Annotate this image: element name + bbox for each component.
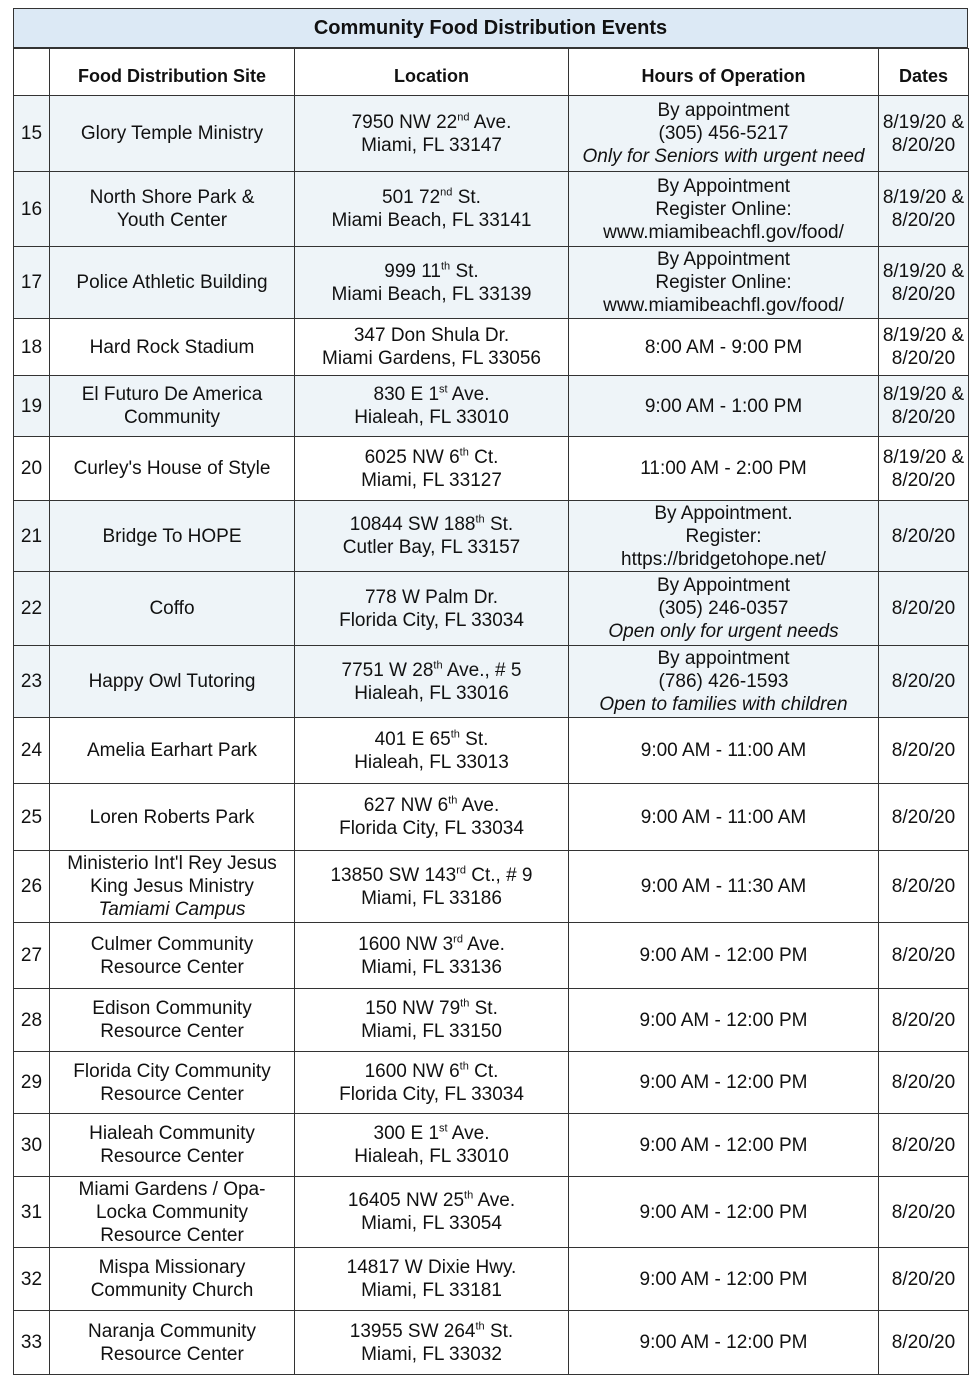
address-ordinal: nd xyxy=(440,186,453,199)
address-city: Florida City, FL 33034 xyxy=(339,1083,524,1105)
row-number: 27 xyxy=(14,923,50,989)
date-line: 8/20/20 xyxy=(891,210,956,231)
site-name xyxy=(50,784,295,851)
site-name-line: Mispa Missionary xyxy=(98,1257,246,1278)
table-row xyxy=(14,851,969,923)
table-row xyxy=(14,319,969,376)
dates xyxy=(879,718,969,784)
address-street: 347 Don Shula Dr. xyxy=(353,325,510,346)
address-city: Miami, FL 33147 xyxy=(361,134,502,156)
events-table xyxy=(13,48,969,1375)
date-line: 8/19/20 & xyxy=(882,260,965,282)
site-name-line: Happy Owl Tutoring xyxy=(88,671,256,692)
site-name xyxy=(50,572,295,646)
address-street: 1600 NW 3 xyxy=(358,933,454,955)
hours xyxy=(569,1311,879,1375)
site-name-line: Youth Center xyxy=(116,210,228,231)
site-name-line: North Shore Park & xyxy=(89,187,255,208)
table-row xyxy=(14,784,969,851)
address-line xyxy=(297,513,566,536)
site-name-line: Glory Temple Ministry xyxy=(80,123,264,144)
address-ordinal: th xyxy=(441,260,451,273)
location xyxy=(295,1311,569,1375)
address-line xyxy=(297,586,566,609)
location xyxy=(295,501,569,572)
table-header-row xyxy=(14,49,969,96)
site-name xyxy=(50,646,295,718)
location xyxy=(295,96,569,172)
site-name-line: Locka Community xyxy=(95,1201,249,1223)
hours xyxy=(569,646,879,718)
address-ordinal: th xyxy=(448,794,458,807)
address-suffix: St. xyxy=(484,514,514,535)
dates xyxy=(879,1248,969,1311)
hours xyxy=(569,989,879,1052)
table-row xyxy=(14,247,969,319)
row-number: 32 xyxy=(14,1248,50,1311)
date-line: 8/20/20 xyxy=(891,1268,956,1290)
address-line xyxy=(297,324,566,347)
location xyxy=(295,923,569,989)
date-line: 8/20/20 xyxy=(891,469,956,491)
dates xyxy=(879,437,969,501)
site-name-line: Bridge To HOPE xyxy=(102,525,242,547)
date-line: 8/20/20 xyxy=(891,283,956,305)
hours xyxy=(569,923,879,989)
address-line xyxy=(297,864,566,887)
row-number: 20 xyxy=(14,437,50,501)
dates xyxy=(879,319,969,376)
dates xyxy=(879,1052,969,1114)
address-ordinal: rd xyxy=(456,864,466,877)
address-line xyxy=(297,794,566,817)
location xyxy=(295,572,569,646)
address-line xyxy=(297,1320,566,1343)
hours-line: 9:00 AM - 1:00 PM xyxy=(644,395,803,417)
hours-line: 9:00 AM - 11:00 AM xyxy=(640,740,807,761)
address-ordinal: rd xyxy=(453,933,463,946)
address-line xyxy=(297,111,566,134)
dates xyxy=(879,851,969,923)
hours-line: 9:00 AM - 12:00 PM xyxy=(639,945,808,966)
dates xyxy=(879,572,969,646)
date-line: 8/19/20 & xyxy=(882,384,965,405)
site-name xyxy=(50,172,295,247)
location xyxy=(295,1248,569,1311)
table-body xyxy=(14,96,969,1375)
location xyxy=(295,784,569,851)
date-line: 8/20/20 xyxy=(891,407,956,428)
address-street: 627 NW 6 xyxy=(363,795,449,816)
site-name-line: Police Athletic Building xyxy=(76,272,268,293)
hours-line: 9:00 AM - 12:00 PM xyxy=(639,1268,808,1290)
header-number xyxy=(14,49,50,96)
location xyxy=(295,1052,569,1114)
address-line xyxy=(297,659,566,682)
address-suffix: St. xyxy=(469,998,498,1019)
table-row xyxy=(14,501,969,572)
table-row xyxy=(14,1114,969,1177)
location xyxy=(295,376,569,437)
site-name xyxy=(50,501,295,572)
date-line: 8/20/20 xyxy=(891,1134,956,1156)
date-line: 8/20/20 xyxy=(891,134,956,156)
row-number: 21 xyxy=(14,501,50,572)
site-note: Tamiami Campus xyxy=(98,899,246,920)
site-name xyxy=(50,851,295,923)
site-name-line: Resource Center xyxy=(100,1343,244,1365)
hours-line: By Appointment. xyxy=(654,502,793,524)
date-line: 8/19/20 & xyxy=(882,446,965,468)
row-number: 30 xyxy=(14,1114,50,1177)
address-city: Miami, FL 33032 xyxy=(361,1343,502,1365)
hours xyxy=(569,1052,879,1114)
dates xyxy=(879,172,969,247)
address-suffix: St. xyxy=(459,728,489,750)
dates xyxy=(879,1177,969,1248)
address-ordinal: st xyxy=(439,383,448,396)
dates xyxy=(879,376,969,437)
address-line xyxy=(297,1189,566,1212)
address-suffix: Ave. xyxy=(447,384,490,405)
address-suffix: Ave. xyxy=(473,1190,516,1211)
date-line: 8/19/20 & xyxy=(882,187,965,208)
address-suffix: Ct. xyxy=(468,1060,499,1082)
address-line xyxy=(297,383,566,406)
hours-line: By appointment xyxy=(657,100,790,121)
header-hours: Hours of Operation xyxy=(569,49,879,96)
table-row xyxy=(14,376,969,437)
hours-line: 9:00 AM - 11:30 AM xyxy=(640,876,807,897)
site-name-line: Culmer Community xyxy=(90,933,254,955)
hours-line: www.miamibeachfl.gov/food/ xyxy=(603,295,844,316)
header-dates: Dates xyxy=(879,49,969,96)
dates xyxy=(879,247,969,319)
hours-line: (305) 456-5217 xyxy=(658,123,789,144)
table-row xyxy=(14,646,969,718)
date-line: 8/20/20 xyxy=(891,348,956,369)
table-row xyxy=(14,96,969,172)
site-name xyxy=(50,319,295,376)
address-city: Miami, FL 33181 xyxy=(361,1280,502,1301)
row-number: 24 xyxy=(14,718,50,784)
row-number: 18 xyxy=(14,319,50,376)
row-number: 26 xyxy=(14,851,50,923)
address-suffix: Ave. xyxy=(469,111,512,133)
row-number: 15 xyxy=(14,96,50,172)
address-street: 7751 W 28 xyxy=(341,659,434,681)
date-line: 8/20/20 xyxy=(891,1332,956,1353)
address-ordinal: th xyxy=(475,513,485,526)
table-row xyxy=(14,989,969,1052)
address-suffix: Ct. xyxy=(468,446,499,468)
address-line xyxy=(297,446,566,469)
table-row xyxy=(14,172,969,247)
site-name xyxy=(50,1248,295,1311)
site-name xyxy=(50,989,295,1052)
date-line: 8/20/20 xyxy=(891,1201,956,1223)
address-city: Miami Gardens, FL 33056 xyxy=(322,348,541,369)
hours xyxy=(569,851,879,923)
hours xyxy=(569,1248,879,1311)
address-line xyxy=(297,933,566,956)
site-name xyxy=(50,1052,295,1114)
date-line: 8/20/20 xyxy=(891,945,956,966)
site-name xyxy=(50,1177,295,1248)
site-name-line: Naranja Community xyxy=(88,1320,256,1342)
hours-line: By appointment xyxy=(657,648,790,669)
date-line: 8/20/20 xyxy=(891,671,956,692)
hours-note: Open to families with children xyxy=(599,694,848,715)
date-line: 8/20/20 xyxy=(891,806,956,828)
address-suffix: St. xyxy=(452,187,481,208)
site-name-line: Florida City Community xyxy=(73,1060,271,1082)
header-site: Food Distribution Site xyxy=(50,49,295,96)
address-suffix: St. xyxy=(484,1320,514,1342)
dates xyxy=(879,646,969,718)
site-name xyxy=(50,1311,295,1375)
address-line xyxy=(297,728,566,751)
row-number: 22 xyxy=(14,572,50,646)
site-name xyxy=(50,923,295,989)
hours-line: 9:00 AM - 12:00 PM xyxy=(639,1332,808,1353)
hours-line: https://bridgetohope.net/ xyxy=(621,548,826,570)
hours-line: Register Online: xyxy=(655,198,792,220)
row-number: 23 xyxy=(14,646,50,718)
site-name-line: Edison Community xyxy=(92,998,252,1019)
hours-line: 9:00 AM - 11:00 AM xyxy=(640,806,807,828)
date-line: 8/19/20 & xyxy=(882,111,965,133)
table-row xyxy=(14,437,969,501)
hours xyxy=(569,1114,879,1177)
date-line: 8/20/20 xyxy=(891,1009,956,1031)
table-row xyxy=(14,1052,969,1114)
hours xyxy=(569,718,879,784)
location xyxy=(295,1114,569,1177)
address-city: Hialeah, FL 33013 xyxy=(354,751,509,773)
site-name-line: Community xyxy=(123,407,221,428)
hours xyxy=(569,376,879,437)
hours-line: 9:00 AM - 12:00 PM xyxy=(639,1201,808,1223)
address-suffix: Ave., # 5 xyxy=(442,659,522,681)
row-number: 16 xyxy=(14,172,50,247)
row-number: 25 xyxy=(14,784,50,851)
address-city: Miami Beach, FL 33139 xyxy=(331,283,532,305)
hours xyxy=(569,572,879,646)
hours xyxy=(569,247,879,319)
site-name-line: Community Church xyxy=(90,1280,254,1301)
hours-note: Open only for urgent needs xyxy=(608,621,839,642)
address-suffix: Ave. xyxy=(447,1123,490,1144)
location xyxy=(295,247,569,319)
site-name xyxy=(50,376,295,437)
address-city: Miami, FL 33127 xyxy=(361,469,502,491)
address-line xyxy=(297,1256,566,1279)
address-ordinal: st xyxy=(439,1122,448,1135)
table-row xyxy=(14,718,969,784)
address-suffix: Ave. xyxy=(462,933,505,955)
site-name xyxy=(50,437,295,501)
address-suffix: St. xyxy=(450,260,479,282)
address-street: 778 W Palm Dr. xyxy=(364,586,499,608)
address-street: 150 NW 79 xyxy=(365,998,461,1019)
hours xyxy=(569,172,879,247)
address-street: 401 E 65 xyxy=(374,728,451,750)
site-name-line: Resource Center xyxy=(100,1021,244,1042)
address-street: 10844 SW 188 xyxy=(349,514,476,535)
address-street: 6025 NW 6 xyxy=(364,446,460,468)
hours xyxy=(569,96,879,172)
address-city: Miami, FL 33136 xyxy=(361,956,502,978)
site-name-line: Resource Center xyxy=(100,1083,244,1105)
address-city: Cutler Bay, FL 33157 xyxy=(342,537,521,558)
address-street: 300 E 1 xyxy=(373,1123,440,1144)
page-title: Community Food Distribution Events xyxy=(13,8,968,48)
dates xyxy=(879,501,969,572)
location xyxy=(295,718,569,784)
site-name-line: King Jesus Ministry xyxy=(90,876,254,897)
hours-line: Register Online: xyxy=(655,272,792,293)
location xyxy=(295,851,569,923)
address-ordinal: th xyxy=(460,997,470,1010)
location xyxy=(295,172,569,247)
address-city: Miami, FL 33186 xyxy=(361,887,502,909)
site-name-line: Miami Gardens / Opa- xyxy=(78,1178,266,1200)
address-line xyxy=(297,260,566,283)
date-line: 8/20/20 xyxy=(891,525,956,547)
location xyxy=(295,989,569,1052)
header-location: Location xyxy=(295,49,569,96)
hours-line: 9:00 AM - 12:00 PM xyxy=(639,1009,808,1031)
address-ordinal: th xyxy=(459,446,469,459)
site-name-line: Ministerio Int'l Rey Jesus xyxy=(67,853,277,874)
address-city: Miami, FL 33150 xyxy=(361,1021,502,1042)
row-number: 31 xyxy=(14,1177,50,1248)
table-row xyxy=(14,572,969,646)
site-name-line: Hard Rock Stadium xyxy=(89,336,255,358)
address-street: 7950 NW 22 xyxy=(351,111,458,133)
hours-line: www.miamibeachfl.gov/food/ xyxy=(603,221,844,243)
row-number: 19 xyxy=(14,376,50,437)
location xyxy=(295,319,569,376)
dates xyxy=(879,989,969,1052)
hours-line: (305) 246-0357 xyxy=(658,598,789,619)
hours-line: 8:00 AM - 9:00 PM xyxy=(644,336,803,358)
site-name-line: Resource Center xyxy=(100,956,244,978)
address-street: 14817 W Dixie Hwy. xyxy=(346,1257,517,1278)
site-name-line: Hialeah Community xyxy=(89,1123,255,1144)
address-ordinal: nd xyxy=(457,111,470,124)
location xyxy=(295,646,569,718)
address-city: Florida City, FL 33034 xyxy=(339,818,524,839)
hours xyxy=(569,501,879,572)
date-line: 8/20/20 xyxy=(891,598,956,619)
site-name xyxy=(50,247,295,319)
table-row xyxy=(14,1248,969,1311)
dates xyxy=(879,784,969,851)
address-street: 501 72 xyxy=(382,187,441,208)
address-city: Florida City, FL 33034 xyxy=(339,609,524,631)
site-name-line: Coffo xyxy=(149,598,195,619)
date-line: 8/20/20 xyxy=(891,876,956,897)
hours xyxy=(569,784,879,851)
address-street: 830 E 1 xyxy=(373,384,440,405)
date-line: 8/20/20 xyxy=(891,740,956,761)
address-street: 13850 SW 143 xyxy=(330,864,457,886)
address-street: 13955 SW 264 xyxy=(349,1320,476,1342)
dates xyxy=(879,96,969,172)
date-line: 8/19/20 & xyxy=(882,325,965,346)
address-city: Miami, FL 33054 xyxy=(361,1213,502,1234)
hours-note: Only for Seniors with urgent need xyxy=(582,146,865,167)
site-name-line: Amelia Earhart Park xyxy=(86,740,257,761)
site-name-line: Loren Roberts Park xyxy=(89,806,255,828)
address-street: 16405 NW 25 xyxy=(347,1190,465,1211)
address-line xyxy=(297,1060,566,1083)
hours-line: 9:00 AM - 12:00 PM xyxy=(639,1072,808,1093)
row-number: 17 xyxy=(14,247,50,319)
hours-line: By Appointment xyxy=(656,575,791,596)
hours-line: 9:00 AM - 12:00 PM xyxy=(639,1134,808,1156)
dates xyxy=(879,1311,969,1375)
hours-line: (786) 426-1593 xyxy=(658,671,789,692)
row-number: 28 xyxy=(14,989,50,1052)
address-suffix: Ct., # 9 xyxy=(465,864,533,886)
site-name-line: El Futuro De America xyxy=(81,384,263,405)
address-city: Hialeah, FL 33010 xyxy=(354,407,509,428)
row-number: 29 xyxy=(14,1052,50,1114)
hours-line: 11:00 AM - 2:00 PM xyxy=(640,458,807,479)
address-ordinal: th xyxy=(475,1320,485,1333)
site-name xyxy=(50,96,295,172)
table-row xyxy=(14,923,969,989)
hours xyxy=(569,319,879,376)
dates xyxy=(879,1114,969,1177)
address-ordinal: th xyxy=(433,659,443,672)
address-city: Miami Beach, FL 33141 xyxy=(331,210,532,231)
hours xyxy=(569,1177,879,1248)
dates xyxy=(879,923,969,989)
date-line: 8/20/20 xyxy=(891,1072,956,1093)
address-ordinal: th xyxy=(459,1060,469,1073)
row-number: 33 xyxy=(14,1311,50,1375)
site-name-line: Resource Center xyxy=(100,1224,244,1246)
table-row xyxy=(14,1177,969,1248)
location xyxy=(295,1177,569,1248)
hours-line: By Appointment xyxy=(656,249,791,270)
address-ordinal: th xyxy=(450,728,460,741)
hours xyxy=(569,437,879,501)
address-street: 1600 NW 6 xyxy=(364,1060,460,1082)
hours-line: By Appointment xyxy=(656,175,791,197)
location xyxy=(295,437,569,501)
address-suffix: Ave. xyxy=(457,795,500,816)
address-line xyxy=(297,1122,566,1145)
site-name xyxy=(50,1114,295,1177)
address-line xyxy=(297,997,566,1020)
table-row xyxy=(14,1311,969,1375)
address-line xyxy=(297,186,566,209)
site-name-line: Curley's House of Style xyxy=(73,458,271,479)
address-city: Hialeah, FL 33016 xyxy=(354,682,509,704)
site-name xyxy=(50,718,295,784)
hours-line: Register: xyxy=(685,525,762,547)
site-name-line: Resource Center xyxy=(100,1146,244,1167)
address-ordinal: th xyxy=(464,1189,474,1202)
address-street: 999 11 xyxy=(384,260,441,282)
address-city: Hialeah, FL 33010 xyxy=(354,1146,509,1167)
